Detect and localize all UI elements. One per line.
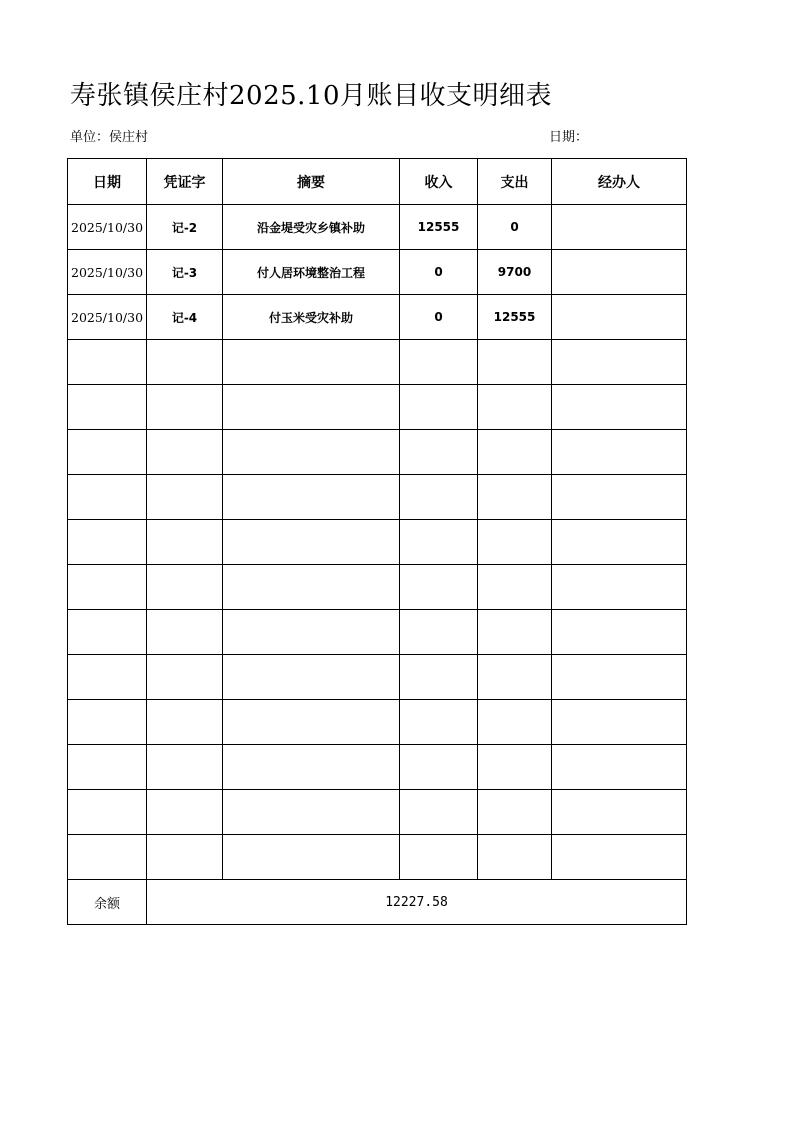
cell-expense: 0: [478, 205, 552, 250]
table-row: [68, 340, 687, 385]
cell-date: [68, 385, 147, 430]
cell-income: [400, 700, 478, 745]
cell-income: [400, 430, 478, 475]
cell-date: [68, 655, 147, 700]
cell-summary: [223, 610, 400, 655]
cell-expense: [478, 790, 552, 835]
cell-date: [68, 745, 147, 790]
cell-handler: [552, 610, 687, 655]
cell-handler: [552, 340, 687, 385]
cell-date: [68, 430, 147, 475]
cell-expense: [478, 655, 552, 700]
cell-handler: [552, 430, 687, 475]
ledger-body: [68, 205, 687, 925]
cell-voucher: [147, 475, 223, 520]
cell-expense: [478, 610, 552, 655]
cell-expense: [478, 835, 552, 880]
cell-income: [400, 745, 478, 790]
cell-summary: [223, 340, 400, 385]
cell-voucher: 记-4: [147, 295, 223, 340]
cell-voucher: [147, 610, 223, 655]
cell-expense: [478, 520, 552, 565]
table-row: [68, 655, 687, 700]
cell-date: [68, 790, 147, 835]
cell-handler: [552, 475, 687, 520]
cell-summary: [223, 430, 400, 475]
cell-income: [400, 520, 478, 565]
cell-summary: [223, 790, 400, 835]
ledger-table: [67, 158, 687, 925]
cell-handler: [552, 745, 687, 790]
cell-expense: [478, 340, 552, 385]
cell-summary: 付人居环境整治工程: [223, 250, 400, 295]
cell-date: [68, 700, 147, 745]
balance-value: 12227.58: [147, 880, 687, 925]
cell-date: [68, 475, 147, 520]
header-expense: 支出: [478, 159, 552, 205]
cell-date: [68, 835, 147, 880]
cell-date: [68, 610, 147, 655]
table-row: [68, 835, 687, 880]
cell-income: 0: [400, 295, 478, 340]
cell-expense: [478, 745, 552, 790]
cell-summary: [223, 565, 400, 610]
cell-date: [68, 520, 147, 565]
table-row: [68, 520, 687, 565]
cell-handler: [552, 295, 687, 340]
table-row: [68, 295, 687, 340]
cell-expense: 9700: [478, 250, 552, 295]
cell-expense: [478, 565, 552, 610]
cell-handler: [552, 700, 687, 745]
cell-voucher: [147, 835, 223, 880]
header-voucher: 凭证字: [147, 159, 223, 205]
cell-summary: [223, 475, 400, 520]
cell-income: [400, 475, 478, 520]
cell-income: [400, 790, 478, 835]
cell-income: [400, 610, 478, 655]
cell-summary: [223, 385, 400, 430]
header-income: 收入: [400, 159, 478, 205]
cell-income: [400, 565, 478, 610]
cell-expense: [478, 475, 552, 520]
cell-voucher: [147, 790, 223, 835]
header-date: 日期: [68, 159, 147, 205]
table-row: [68, 430, 687, 475]
cell-date: 2025/10/30: [68, 295, 147, 340]
table-row: [68, 475, 687, 520]
header-handler: 经办人: [552, 159, 687, 205]
cell-summary: [223, 700, 400, 745]
table-row: [68, 610, 687, 655]
cell-voucher: [147, 340, 223, 385]
page-title: 寿张镇侯庄村2025.10月账目收支明细表: [70, 81, 553, 111]
cell-handler: [552, 835, 687, 880]
date-label: 日期：: [549, 130, 589, 145]
cell-handler: [552, 790, 687, 835]
cell-voucher: [147, 655, 223, 700]
cell-income: 0: [400, 250, 478, 295]
cell-summary: 付玉米受灾补助: [223, 295, 400, 340]
cell-income: [400, 655, 478, 700]
cell-date: 2025/10/30: [68, 250, 147, 295]
cell-voucher: 记-3: [147, 250, 223, 295]
cell-date: 2025/10/30: [68, 205, 147, 250]
cell-handler: [552, 385, 687, 430]
table-row: [68, 565, 687, 610]
cell-voucher: [147, 745, 223, 790]
table-row: [68, 700, 687, 745]
cell-handler: [552, 655, 687, 700]
cell-voucher: [147, 520, 223, 565]
cell-voucher: [147, 700, 223, 745]
cell-voucher: [147, 430, 223, 475]
cell-income: [400, 340, 478, 385]
balance-row: [68, 880, 687, 925]
cell-summary: [223, 520, 400, 565]
cell-handler: [552, 250, 687, 295]
table-header-row: [68, 159, 687, 205]
cell-summary: [223, 835, 400, 880]
cell-voucher: 记-2: [147, 205, 223, 250]
cell-expense: [478, 385, 552, 430]
cell-summary: [223, 745, 400, 790]
cell-date: [68, 565, 147, 610]
table-row: [68, 205, 687, 250]
header-summary: 摘要: [223, 159, 400, 205]
table-row: [68, 745, 687, 790]
table-row: [68, 385, 687, 430]
cell-income: [400, 385, 478, 430]
cell-expense: 12555: [478, 295, 552, 340]
cell-expense: [478, 430, 552, 475]
cell-handler: [552, 565, 687, 610]
cell-income: [400, 835, 478, 880]
cell-summary: [223, 655, 400, 700]
cell-voucher: [147, 565, 223, 610]
table-row: [68, 790, 687, 835]
cell-handler: [552, 520, 687, 565]
cell-summary: 沿金堤受灾乡镇补助: [223, 205, 400, 250]
cell-voucher: [147, 385, 223, 430]
table-row: [68, 250, 687, 295]
balance-label: 余额: [68, 880, 147, 925]
cell-handler: [552, 205, 687, 250]
cell-date: [68, 340, 147, 385]
unit-label: 单位：侯庄村: [70, 130, 149, 145]
cell-income: 12555: [400, 205, 478, 250]
cell-expense: [478, 700, 552, 745]
